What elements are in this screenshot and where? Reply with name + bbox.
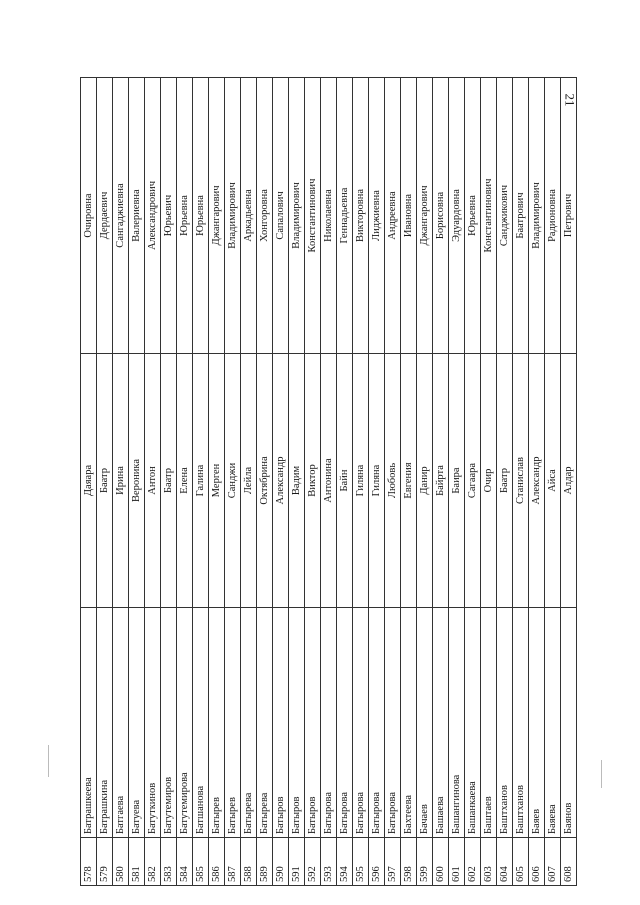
patronymic-cell: Константинович — [305, 78, 321, 354]
surname-cell: Баштаев — [481, 608, 497, 838]
surname-cell: Батыров — [273, 608, 289, 838]
patronymic-cell: Дердаевич — [97, 78, 113, 354]
table-row — [513, 78, 529, 886]
first-name-cell: Айса — [545, 354, 561, 608]
table-row — [401, 78, 417, 886]
first-name-cell: Даяара — [81, 354, 97, 608]
table-row — [385, 78, 401, 886]
first-name-cell: Байрта — [433, 354, 449, 608]
row-number: 604 — [497, 838, 513, 886]
surname-cell: Бахтеева — [401, 608, 417, 838]
first-name-cell: Евгения — [401, 354, 417, 608]
table-row — [561, 78, 577, 886]
first-name-cell: Алдар — [561, 354, 577, 608]
first-name-cell: Вероника — [129, 354, 145, 608]
table-row — [193, 78, 209, 886]
table-row — [289, 78, 305, 886]
row-number: 608 — [561, 838, 577, 886]
table-row — [433, 78, 449, 886]
surname-cell: Батырова — [321, 608, 337, 838]
patronymic-cell: Санджикович — [497, 78, 513, 354]
table-row — [529, 78, 545, 886]
row-number: 599 — [417, 838, 433, 886]
row-number: 581 — [129, 838, 145, 886]
surname-cell: Баянов — [561, 608, 577, 838]
row-number: 593 — [321, 838, 337, 886]
first-name-cell: Станислав — [513, 354, 529, 608]
surname-cell: Баштханов — [497, 608, 513, 838]
surname-cell: Батыров — [305, 608, 321, 838]
row-number: 607 — [545, 838, 561, 886]
surname-cell: Башаева — [433, 608, 449, 838]
patronymic-cell: Юрьевна — [465, 78, 481, 354]
table-row — [273, 78, 289, 886]
table-row — [129, 78, 145, 886]
table-row — [113, 78, 129, 886]
first-name-cell: Баатр — [161, 354, 177, 608]
row-number: 596 — [369, 838, 385, 886]
surname-cell: Баяева — [545, 608, 561, 838]
table-row — [353, 78, 369, 886]
row-number: 605 — [513, 838, 529, 886]
row-number: 586 — [209, 838, 225, 886]
table-row — [545, 78, 561, 886]
patronymic-cell: Лиджиевна — [369, 78, 385, 354]
surname-cell: Баяев — [529, 608, 545, 838]
first-name-cell: Баатр — [497, 354, 513, 608]
first-name-cell: Мерген — [209, 354, 225, 608]
first-name-cell: Сагаара — [465, 354, 481, 608]
surname-cell: Батрашкеева — [81, 608, 97, 838]
table-row — [449, 78, 465, 886]
surname-cell: Батырев — [209, 608, 225, 838]
surname-cell: Батырева — [241, 608, 257, 838]
surname-cell: Батрашкина — [97, 608, 113, 838]
names-table — [80, 77, 577, 886]
patronymic-cell: Юрьевна — [177, 78, 193, 354]
surname-cell: Батырев — [225, 608, 241, 838]
first-name-cell: Санджи — [225, 354, 241, 608]
surname-cell: Батыров — [289, 608, 305, 838]
row-number: 597 — [385, 838, 401, 886]
first-name-cell: Антонина — [321, 354, 337, 608]
patronymic-cell: Юрьевна — [193, 78, 209, 354]
patronymic-cell: Александрович — [145, 78, 161, 354]
patronymic-cell: Викторовна — [353, 78, 369, 354]
patronymic-cell: Петрович — [561, 78, 577, 354]
row-number: 598 — [401, 838, 417, 886]
patronymic-cell: Сапалович — [273, 78, 289, 354]
patronymic-cell: Баатрович — [513, 78, 529, 354]
first-name-cell: Александр — [273, 354, 289, 608]
patronymic-cell: Хонгоровна — [257, 78, 273, 354]
table-row — [177, 78, 193, 886]
patronymic-cell: Владимирович — [289, 78, 305, 354]
first-name-cell: Лейла — [241, 354, 257, 608]
row-number: 592 — [305, 838, 321, 886]
surname-cell: Батутемирова — [177, 608, 193, 838]
table-row — [241, 78, 257, 886]
table-row — [417, 78, 433, 886]
table-row — [305, 78, 321, 886]
surname-cell: Батуева — [129, 608, 145, 838]
patronymic-cell: Радионовна — [545, 78, 561, 354]
first-name-cell: Очир — [481, 354, 497, 608]
row-number: 603 — [481, 838, 497, 886]
patronymic-cell: Джангарович — [209, 78, 225, 354]
margin-mark — [601, 760, 602, 788]
patronymic-cell: Очировна — [81, 78, 97, 354]
margin-mark — [48, 745, 49, 777]
table-row — [161, 78, 177, 886]
row-number: 578 — [81, 838, 97, 886]
surname-cell: Батырева — [257, 608, 273, 838]
surname-cell: Батырова — [369, 608, 385, 838]
first-name-cell: Октябрина — [257, 354, 273, 608]
first-name-cell: Баатр — [97, 354, 113, 608]
patronymic-cell: Геннадьевна — [337, 78, 353, 354]
table-row — [337, 78, 353, 886]
patronymic-cell: Владимирович — [225, 78, 241, 354]
table-row — [257, 78, 273, 886]
row-number: 602 — [465, 838, 481, 886]
first-name-cell: Антон — [145, 354, 161, 608]
row-number: 588 — [241, 838, 257, 886]
patronymic-cell: Валериевна — [129, 78, 145, 354]
patronymic-cell: Константинович — [481, 78, 497, 354]
first-name-cell: Галина — [193, 354, 209, 608]
table-row — [97, 78, 113, 886]
first-name-cell: Елена — [177, 354, 193, 608]
row-number: 582 — [145, 838, 161, 886]
row-number: 601 — [449, 838, 465, 886]
first-name-cell: Данир — [417, 354, 433, 608]
patronymic-cell: Джангарович — [417, 78, 433, 354]
surname-cell: Батутемиров — [161, 608, 177, 838]
patronymic-cell: Андреевна — [385, 78, 401, 354]
table-row — [209, 78, 225, 886]
row-number: 600 — [433, 838, 449, 886]
first-name-cell: Байн — [337, 354, 353, 608]
patronymic-cell: Юрьевич — [161, 78, 177, 354]
table-row — [321, 78, 337, 886]
surname-cell: Баштханов — [513, 608, 529, 838]
patronymic-cell: Сангаджиевна — [113, 78, 129, 354]
row-number: 591 — [289, 838, 305, 886]
first-name-cell: Гиляна — [369, 354, 385, 608]
table-row — [145, 78, 161, 886]
table-wrapper — [80, 78, 574, 886]
patronymic-cell: Ивановна — [401, 78, 417, 354]
table-row — [81, 78, 97, 886]
first-name-cell: Вадим — [289, 354, 305, 608]
patronymic-cell: Николаевна — [321, 78, 337, 354]
row-number: 583 — [161, 838, 177, 886]
surname-cell: Батырова — [353, 608, 369, 838]
row-number: 606 — [529, 838, 545, 886]
surname-cell: Батырова — [385, 608, 401, 838]
first-name-cell: Александр — [529, 354, 545, 608]
surname-cell: Батырова — [337, 608, 353, 838]
row-number: 590 — [273, 838, 289, 886]
surname-cell: Башангинова — [449, 608, 465, 838]
table-row — [481, 78, 497, 886]
first-name-cell: Гиляна — [353, 354, 369, 608]
patronymic-cell: Борисовна — [433, 78, 449, 354]
page-number: 21 — [562, 93, 578, 107]
surname-cell: Башанкаева — [465, 608, 481, 838]
first-name-cell: Виктор — [305, 354, 321, 608]
table-row — [369, 78, 385, 886]
surname-cell: Батшанова — [193, 608, 209, 838]
table-row — [497, 78, 513, 886]
table-row — [465, 78, 481, 886]
row-number: 594 — [337, 838, 353, 886]
patronymic-cell: Аркадьевна — [241, 78, 257, 354]
row-number: 589 — [257, 838, 273, 886]
row-number: 584 — [177, 838, 193, 886]
row-number: 579 — [97, 838, 113, 886]
row-number: 585 — [193, 838, 209, 886]
surname-cell: Батгаева — [113, 608, 129, 838]
first-name-cell: Ирина — [113, 354, 129, 608]
row-number: 580 — [113, 838, 129, 886]
patronymic-cell: Владимирович — [529, 78, 545, 354]
row-number: 595 — [353, 838, 369, 886]
first-name-cell: Баира — [449, 354, 465, 608]
first-name-cell: Любовь — [385, 354, 401, 608]
patronymic-cell: Эдуардовна — [449, 78, 465, 354]
row-number: 587 — [225, 838, 241, 886]
surname-cell: Батуткинов — [145, 608, 161, 838]
surname-cell: Бачаев — [417, 608, 433, 838]
table-row — [225, 78, 241, 886]
